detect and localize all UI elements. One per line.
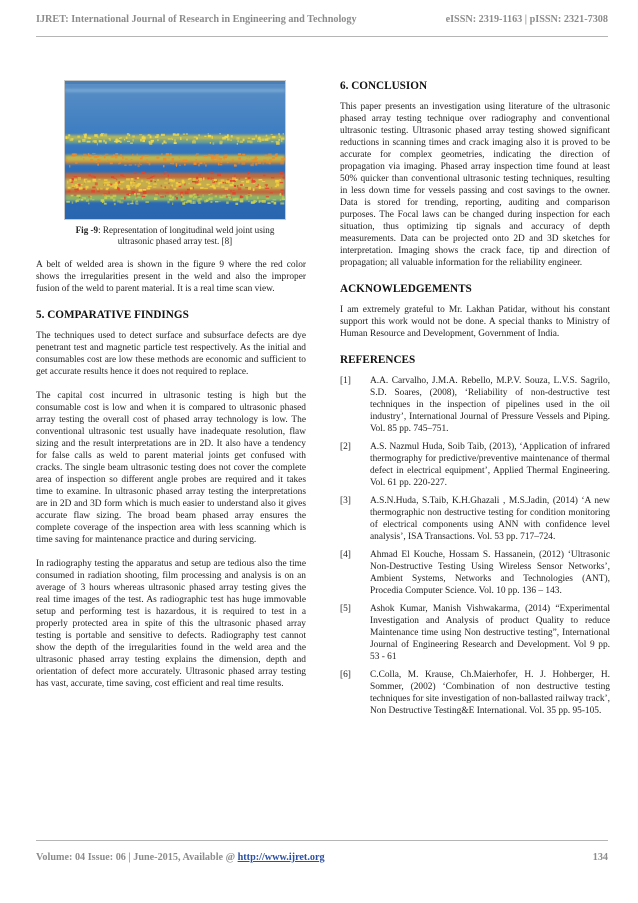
page-number: 134 bbox=[592, 852, 608, 863]
figure-caption bbox=[64, 225, 286, 247]
reference-item bbox=[340, 375, 610, 435]
reference-number: [1] bbox=[340, 376, 351, 386]
section-title-comparative: 5. COMPARATIVE FINDINGS bbox=[36, 309, 189, 321]
section-title-references: REFERENCES bbox=[340, 354, 416, 366]
journal-link[interactable]: http://www.ijret.org bbox=[237, 852, 325, 863]
left-column bbox=[36, 80, 306, 702]
acknowledgements-text: I am extremely grateful to Mr. Lakhan Patidar, without his constant support this work would not be done. A special thanks to Ministry of Human Resource and Development, Government of India. bbox=[340, 305, 610, 339]
conclusion-text: This paper presents an investigation using literature of the ultrasonic phased array testing technique over radiography and conventional ultrasonic testing. Ultrasonic phased array testing showed significant reductions in scanning times and crack imaging also it is proved to be accurate for complex geometries, indicating the direction of propagation via imaging. Phased array inspection time found at least 50% quicker than conventional ultrasonic testing techniques, resulting in less down time for vessels passing and cost savings to the owner. Data is stored for trending, reporting, auditing and comparison purposes. The Focal laws can be changed during inspection for each situation, thus optimizing tip signals and accuracy of depth measurements. Data can be projected onto 2D and 3D sketches for interpretation. Imaging shows the crack face, tip and direction of propagation; all valuable information for the reliability engineer. bbox=[340, 102, 610, 268]
reference-text: A.A. Carvalho, J.M.A. Rebello, M.P.V. Souza, L.V.S. Sagrilo, S.D. Soares, (2008), ‘Reliability of non-destructive test techniques in the inspection of pipelines used in the oil industry’, International Journal of Pressure Vessels and Piping. Vol. 85 pp. 745–751. bbox=[370, 376, 610, 434]
reference-list bbox=[340, 375, 610, 717]
reference-text: A.S. Nazmul Huda, Soib Taib, (2013), ‘Application of infrared thermography for predictive/preventive maintenance of thermal defect in electrical equipment’, Applied Thermal Engineering. Vol. 61 pp. 220-227. bbox=[370, 442, 610, 488]
reference-text: A.S.N.Huda, S.Taib, K.H.Ghazali , M.S.Jadin, (2014) ‘A new thermographic non destructive testing for condition monitoring of electrical components using ANN with confidence level analysis’, ISA Transactions. Vol. 53 pp. 717–724. bbox=[370, 496, 610, 542]
reference-number: [4] bbox=[340, 550, 351, 560]
reference-item bbox=[340, 495, 610, 543]
paragraph: The capital cost incurred in ultrasonic testing is high but the consumable cost is low and when it is compared to ultrasonic phased array testing the overall cost of phased array technology is low. The conventional ultrasonic test usually have inadequate resolution, flaw sizing and the result interpretations are in 2D. It also have a tendency for false calls as weld to parent material joints get confused with cracks. The single beam ultrasonic testing does not cover the complete area of inspection so different angle probes are required and it takes time to examine. In ultrasonic phased array testing the interpretations are in 2D and 3D form which is much easier to understand also it gives accurate flaw sizing. The broad beam phased array ensures the complete coverage of the inspection area with less scanning which is time saving for maintenance practice and during servicing. bbox=[36, 391, 306, 545]
paragraph: The techniques used to detect surface and subsurface defects are dye penetrant test and magnetic particle test respectively. As the initial and consumables cost are low these methods are economic and sufficient to get accurate results hence it does not required to replace. bbox=[36, 331, 306, 377]
section-title-conclusion: 6. CONCLUSION bbox=[340, 80, 428, 92]
reference-item bbox=[340, 549, 610, 597]
section-title-acknowledgements: ACKNOWLEDGEMENTS bbox=[340, 283, 472, 295]
reference-number: [5] bbox=[340, 604, 351, 614]
running-header bbox=[36, 14, 608, 30]
reference-text: Ashok Kumar, Manish Vishwakarma, (2014) “Experimental Investigation and Analysis of product Quality to reduce Maintenance time using Non destructive testing”, International Journal of Engineering Research and Development. Vol 9 pp. 53 - 61 bbox=[370, 604, 610, 662]
journal-name: IJRET: International Journal of Research in Engineering and Technology bbox=[36, 14, 357, 25]
reference-text: C.Colla, M. Krause, Ch.Maierhofer, H. J. Hohberger, H. Sommer, (2002) ‘Combination of non destructive testing techniques for site investigation of non-ballasted railway track’, Non Destructive Testing&E International. Vol. 35 pp. 95-105. bbox=[370, 670, 610, 716]
reference-item bbox=[340, 603, 610, 663]
figure-label: Fig -9 bbox=[75, 225, 99, 235]
issn: eISSN: 2319-1163 | pISSN: 2321-7308 bbox=[445, 14, 608, 25]
reference-item bbox=[340, 441, 610, 489]
paragraph: In radiography testing the apparatus and setup are tedious also the time consumed in radiation shooting, film processing and analysis is on an average of 3 hours whereas ultrasonic phased array testing gives the real time images of the test. As radiographic test has huge immovable setup and performing test is hazardous, it is required to test in a properly protected area in spite of this the ultrasonic phased array testing is portable and sensitive to defects. Radiography test cannot show the depth of the irregularities found in the weld area and the ultrasonic phased array testing explains the dimension, depth and orientation of defect more accurately. Ultrasonic phased array testing has vast, accurate, time saving, cost efficient and real time results. bbox=[36, 559, 306, 689]
figure-caption-text: : Representation of longitudinal weld joint using ultrasonic phased array test. [8] bbox=[98, 225, 275, 246]
footer-volume-info: Volume: 04 Issue: 06 | June-2015, Available @ bbox=[36, 852, 238, 863]
ultrasonic-scan-image bbox=[65, 81, 285, 219]
header-rule bbox=[36, 36, 608, 37]
figure-frame bbox=[64, 80, 286, 220]
reference-number: [6] bbox=[340, 670, 351, 680]
right-column bbox=[340, 80, 610, 723]
running-footer bbox=[36, 852, 608, 863]
reference-number: [3] bbox=[340, 496, 351, 506]
figure-discussion: A belt of welded area is shown in the figure 9 where the red color shows the irregularities present in the weld and also the improper fusion of the weld to parent material. It is a real time scan view. bbox=[36, 260, 306, 294]
footer-rule bbox=[36, 840, 608, 841]
reference-item bbox=[340, 669, 610, 717]
reference-text: Ahmad El Kouche, Hossam S. Hassanein, (2012) ‘Ultrasonic Non-Destructive Testing Using Wireless Sensor Networks’, Ambient Systems, Networks and Technologies (ANT), Procedia Computer Science. Vol. 10 pp. 136 – 143. bbox=[370, 550, 610, 596]
reference-number: [2] bbox=[340, 442, 351, 452]
figure-9 bbox=[64, 80, 286, 247]
